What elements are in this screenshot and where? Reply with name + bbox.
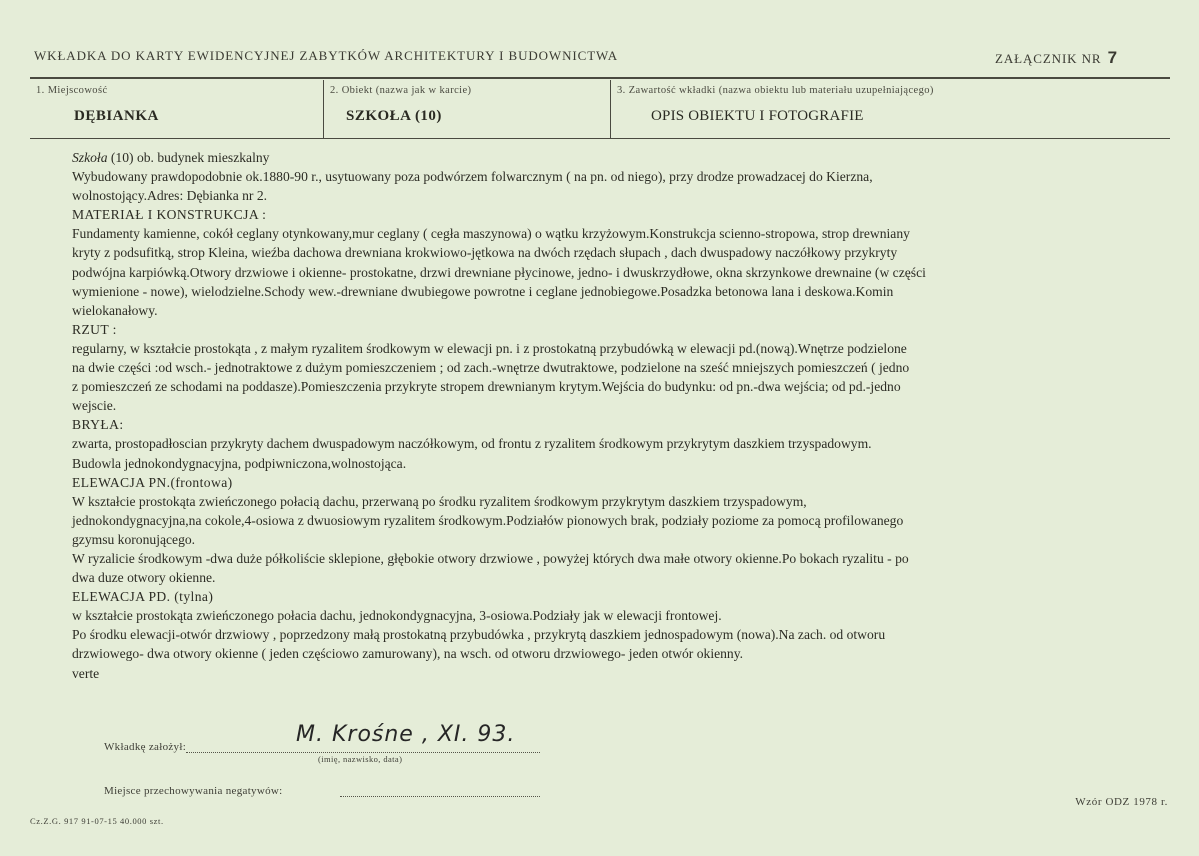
description-line: podwójna karpiówką.Otwory drzwiowe i okienne- prostokatne, drzwi drewniane płycinowe, jedno- i dwuskrzydłowe, okna skrzynkowe drewnaine (w części: [72, 264, 926, 280]
description-line: z pomieszczeń ze schodami na poddasze).Pomieszczenia przykryte stropem drewnianym krytym.Wejścia do budynku: od pn.-dwa wejścia; od pd.-jedno: [72, 379, 901, 395]
created-by-label: Wkładkę założył:: [104, 741, 187, 753]
description-line: [72, 148, 1112, 167]
locality-value: DĘBIANKA: [74, 108, 159, 124]
content-field: [610, 80, 1171, 138]
created-by-dotted-line: [186, 752, 540, 753]
description-line: Po środku elewacji-otwór drzwiowy , poprzedzony małą prostokatną przybudówka , przykrytą daszkiem jednospadowym (nowa).Na zach. od otworu: [72, 627, 886, 643]
description-line: wymienione - nowe), wielodzielne.Schody wew.-drewniane dwubiegowe powrotne i ceglane jednobiegowe.Posadzka betonowa lana i deskowa.Komin: [72, 283, 894, 299]
form-model-label: Wzór ODZ 1978 r.: [1075, 796, 1168, 808]
annex-label: [995, 48, 1118, 68]
object-description: [72, 148, 1112, 683]
description-line: drzwiowego- dwa otwory okienne ( jeden częściowo zamurowany), na wsch. od otworu drzwiowego- jeden otwór okienny.: [72, 646, 744, 662]
object-name-italic: Szkoła: [72, 150, 108, 165]
description-line: wejscie.: [72, 398, 117, 414]
object-field: [323, 80, 611, 138]
form-fields-row: [30, 80, 1170, 139]
negatives-dotted-line: [340, 796, 540, 797]
description-line: zwarta, prostopadłoscian przykryty dachem dwuspadowym naczółkowym, od frontu z ryzalitem środkowym przykrytym daszkiem trzyspadowym.: [72, 436, 872, 452]
description-line: gzymsu koronującego.: [72, 531, 196, 547]
section-heading-plan: RZUT :: [72, 321, 117, 337]
form-title: WKŁADKA DO KARTY EWIDENCYJNEJ ZABYTKÓW ARCHITEKTURY I BUDOWNICTWA: [34, 48, 619, 63]
description-line: dwa duze otwory okienne.: [72, 570, 216, 586]
section-heading-north-elevation: ELEWACJA PN.(frontowa): [72, 474, 233, 490]
description-line: W kształcie prostokąta zwieńczonego połacią dachu, przerwaną po środku ryzalitem środkowym przykrytym daszkiem trzyspadowym,: [72, 493, 807, 509]
description-line: na dwie części :od wsch.- jednotraktowe z dużym pomieszczeniem ; od zach.-wnętrze dwutraktowe, podzielone na sześć mniejszych pomieszczeń ( jedno: [72, 360, 910, 376]
description-line: Budowla jednokondygnacyjna, podpiwniczona,wolnostojąca.: [72, 455, 407, 471]
description-line: wielokanałowy.: [72, 302, 158, 318]
locality-label: 1. Miejscowość: [36, 85, 108, 96]
description-line: w kształcie prostokąta zwieńczonego połacia dachu, jednokondygnacyjna, 3-osiowa.Podziały jak w elewacji frontowej.: [72, 608, 722, 624]
object-value: SZKOŁA (10): [346, 108, 442, 124]
content-value: OPIS OBIEKTU I FOTOGRAFIE: [651, 108, 864, 124]
description-line: Fundamenty kamienne, cokół ceglany otynkowany,mur ceglany ( cegła maszynowa) o wątku krzyżowym.Konstrukcja scienno-stropowa, strop drewniany: [72, 226, 910, 242]
object-name-rest: (10) ob. budynek mieszkalny: [107, 150, 270, 165]
negatives-location-label: Miejsce przechowywania negatywów:: [104, 785, 283, 797]
annex-number: 7: [1107, 48, 1118, 67]
description-line: wolnostojący.Adres: Dębianka nr 2.: [72, 188, 268, 204]
description-line: Wybudowany prawdopodobnie ok.1880-90 r., usytuowany poza podwórzem folwarcznym ( na pn. od niego), przy drodze prowadzacej do Kierzna,: [72, 169, 873, 185]
section-heading-material: MATERIAŁ I KONSTRUKCJA :: [72, 207, 267, 223]
header-rule: [30, 77, 1170, 79]
description-line: regularny, w kształcie prostokąta , z małym ryzalitem środkowym w elewacji pn. i z prostokatną przybudówką w elewacji pd.(nową).Wnętrze podzielone: [72, 340, 907, 356]
verte-note: verte: [72, 665, 100, 681]
signature-hint: (imię, nazwisko, data): [318, 754, 403, 764]
handwritten-signature: M. Krośne , XI. 93.: [296, 722, 516, 747]
section-heading-south-elevation: ELEWACJA PD. (tylna): [72, 589, 214, 605]
print-info: Cz.Z.G. 917 91-07-15 40.000 szt.: [30, 816, 164, 826]
description-line: jednokondygnacyjna,na cokole,4-osiowa z dwuosiowym ryzalitem środkowym.Podziałów pionowych brak, podziały poziome za pomocą profilowanego: [72, 512, 904, 528]
content-label: 3. Zawartość wkładki (nazwa obiektu lub materiału uzupełniającego): [617, 85, 934, 96]
object-label: 2. Obiekt (nazwa jak w karcie): [330, 85, 472, 96]
description-line: kryty z podsufitką, strop Kleina, wieźba dachowa drewniana krokwiowo-jętkowa na dwóch rzędach słupach , dach dwuspadowy naczółkowy przykryty: [72, 245, 898, 261]
annex-label-text: ZAŁĄCZNIK NR: [994, 51, 1102, 66]
description-line: W ryzalicie środkowym -dwa duże półkoliście sklepione, głębokie otwory drzwiowe , powyżej których dwa małe otwory okienne.Po bokach ryzalitu - po: [72, 550, 909, 566]
section-heading-massing: BRYŁA:: [72, 417, 124, 433]
locality-field: [30, 80, 323, 138]
